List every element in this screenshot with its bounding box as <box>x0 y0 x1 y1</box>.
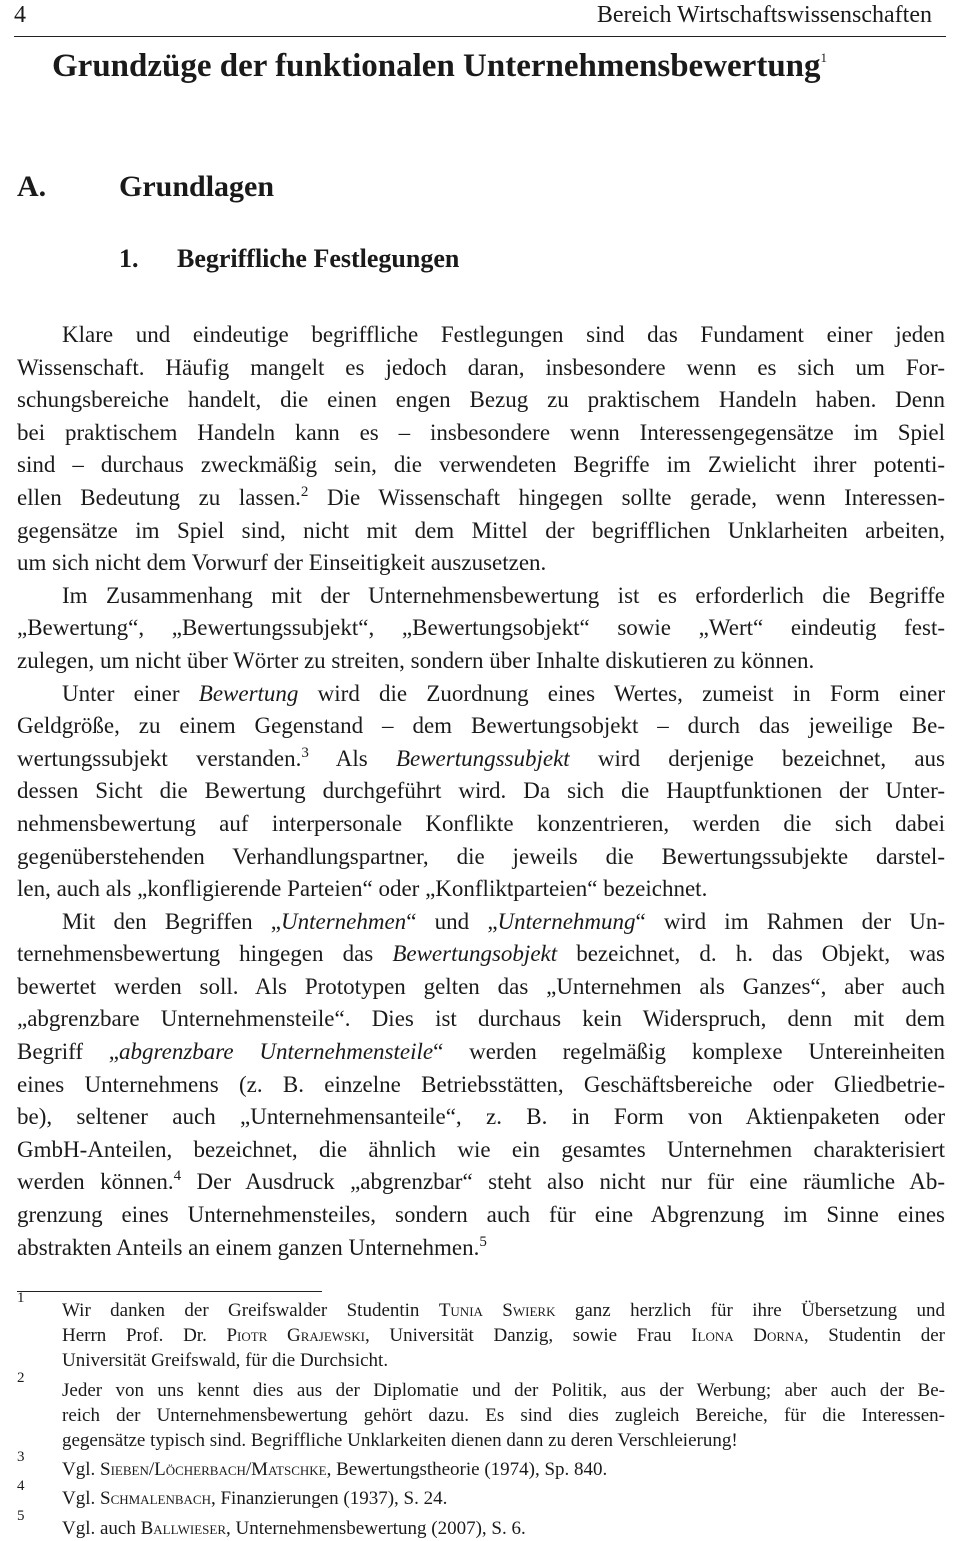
title-footnote-ref[interactable]: 1 <box>820 50 828 65</box>
term-bewertung: Bewertung <box>198 680 299 706</box>
term-unternehmung: Unternehmung <box>497 908 636 934</box>
body-line: nehmensbewertung auf interpersonale Konflikte konzentrieren, werden die sich dabei <box>17 810 945 836</box>
body-line: eines Unternehmens (z. B. einzelne Betriebsstätten, Geschäftsbereiche oder Gliedbetrie- <box>17 1071 945 1097</box>
body-line: be), seltener auch „Unternehmensanteile“, z. B. in Form von Aktienpaketen oder <box>17 1104 945 1130</box>
heading-a-text: Grundlagen <box>119 170 275 203</box>
body-line: len, auch als „konfligierende Parteien“ oder „Konfliktparteien“ bezeichnet. <box>17 876 708 902</box>
body-line: wertungssubjekt verstanden.$^3$ Als Bewertungssubjekt wird derjenige bezeichnet, aus <box>17 744 945 771</box>
footnote-ref-4[interactable]: 4 <box>173 1168 182 1185</box>
body-line: bewertet werden soll. Als Prototypen gelten das „Unternehmen als Ganzes“, aber auch <box>17 973 945 999</box>
term-bewertungssubjekt: Bewertungssubjekt <box>395 745 570 771</box>
body-line: „Bewertung“, „Bewertungssubjekt“, „Bewertungsobjekt“ sowie „Wert“ eindeutig fest- <box>17 615 945 641</box>
body-line: ellen Bedeutung zu lassen.$^2$ Die Wissenschaft hingegen sollte gerade, wenn Interessen- <box>17 483 945 510</box>
body-line: dessen Sicht die Bewertung durchgeführt wird. Da sich die Hauptfunktionen der Unter- <box>17 778 945 804</box>
body-line: werden können.$^4$ Der Ausdruck „abgrenzbar“ steht also nicht nur für eine räumliche Ab- <box>17 1168 945 1195</box>
page-number: 4 <box>14 2 26 28</box>
running-header <box>14 0 946 37</box>
footnote-line: Jeder von uns kennt dies aus der Diplomatie und der Politik, aus der Werbung; aber auch der Be- <box>62 1379 945 1401</box>
term-unternehmen: Unternehmen <box>281 908 407 934</box>
footnote-5 <box>17 1507 945 1541</box>
body-line: Im Zusammenhang mit der Unternehmensbewertung ist es erforderlich die Begriffe <box>62 582 945 608</box>
footnotes <box>17 1290 946 1541</box>
footnote-line: Wir danken der Greifswalder Studentin Tunia Swierk ganz herzlich für ihre Übersetzung und <box>62 1300 946 1321</box>
body-line: Unter einer Bewertung wird die Zuordnung eines Wertes, zumeist in Form einer <box>62 680 945 706</box>
footnote-separator <box>17 1291 322 1292</box>
document-title <box>52 48 827 85</box>
term-bewertungsobjekt: Bewertungsobjekt <box>392 941 558 967</box>
footnote-3 <box>17 1449 945 1482</box>
body-line: gegensätze im Spiel sind, nicht mit dem Mittel der begrifflichen Unklarheiten arbeiten, <box>17 517 945 543</box>
body-line: Begriff „abgrenzbare Unternehmensteile“ werden regelmäßig komplexe Untereinheiten <box>17 1039 945 1065</box>
body-line: schungsbereiche handelt, die einen engen Bezug zu praktischem Handeln haben. Denn <box>17 387 945 413</box>
body-line: abstrakten Anteils an einem ganzen Unternehmen.$^5$ <box>17 1233 487 1260</box>
body-line: sind – durchaus zweckmäßig sein, die verwendeten Begriffe im Zwielicht ihrer potenti- <box>17 452 945 478</box>
person-name: Tunia Swierk <box>438 1300 556 1321</box>
footnote-number: 5 <box>17 1507 25 1524</box>
body-line: grenzung eines Unternehmensteiles, sondern auch für eine Abgrenzung im Sinne eines <box>17 1202 945 1228</box>
body-line: gegenüberstehenden Verhandlungspartner, die jeweils die Bewertungssubjekte darstel- <box>17 843 945 869</box>
body-line: „abgrenzbare Unternehmensteile“. Dies ist durchaus kein Widerspruch, denn mit dem <box>17 1006 945 1032</box>
person-name: Piotr Grajewski <box>226 1325 366 1347</box>
footnote-line: Vgl. auch Ballwieser, Unternehmensbewertung (2007), S. 6. <box>62 1517 526 1539</box>
body-line: um sich nicht dem Vorwurf der Einseitigkeit auszusetzen. <box>17 550 547 576</box>
section-name: Bereich Wirtschaftswissenschaften <box>596 2 932 28</box>
heading-a-number: A. <box>17 170 47 203</box>
term-abgrenzbare-unternehmensteile: abgrenzbare Unternehmensteile <box>119 1039 434 1065</box>
body-text <box>17 319 945 1264</box>
footnote-4 <box>17 1478 945 1511</box>
body-line: Wissenschaft. Häufig mangelt es jedoch daran, insbesondere wenn es sich um For- <box>17 354 945 380</box>
footnote-ref-2[interactable]: 2 <box>300 483 309 500</box>
heading-1-number: 1. <box>119 244 139 273</box>
body-line: Geldgröße, zu einem Gegenstand – dem Bewertungsobjekt – durch das jeweilige Be- <box>17 713 945 739</box>
body-line: bei praktischem Handeln kann es – insbesondere wenn Interessengegensätze im Spiel <box>17 419 945 445</box>
footnote-ref-5[interactable]: 5 <box>479 1233 487 1250</box>
title-text: Grundzüge der funktionalen Unternehmensbewertung <box>52 48 821 84</box>
body-line: zulegen, um nicht über Wörter zu streiten, sondern über Inhalte diskutieren zu können. <box>17 647 815 673</box>
body-line: Klare und eindeutige begriffliche Festlegungen sind das Fundament einer jeden <box>62 322 945 347</box>
author-name: Schmalenbach <box>100 1488 211 1510</box>
body-line: Mit den Begriffen „Unternehmen“ und „Unternehmung“ wird im Rahmen der Un- <box>62 908 946 934</box>
footnote-line: reich der Unternehmensbewertung gehört dazu. Es sind dies zugleich Bereiche, für die Interessen- <box>62 1404 945 1426</box>
footnote-number: 1 <box>17 1290 25 1306</box>
author-name: Sieben/Löcherbach/Matschke <box>100 1459 327 1481</box>
footnote-line: Vgl. Sieben/Löcherbach/Matschke, Bewertungstheorie (1974), Sp. 840. <box>62 1459 608 1481</box>
footnote-1 <box>17 1290 946 1374</box>
body-line: ternehmensbewertung hingegen das Bewertungsobjekt bezeichnet, d. h. das Objekt, was <box>17 941 945 967</box>
footnote-ref-3[interactable]: 3 <box>301 744 309 761</box>
footnote-number: 2 <box>17 1369 25 1386</box>
footnote-line: Vgl. Schmalenbach, Finanzierungen (1937), S. 24. <box>62 1488 448 1510</box>
heading-1-text: Begriffliche Festlegungen <box>177 244 460 273</box>
footnote-number: 4 <box>17 1478 25 1495</box>
author-name: Ballwieser <box>140 1517 226 1539</box>
footnote-line: Universität Greifswald, für die Durchsicht. <box>62 1350 389 1372</box>
footnote-number: 3 <box>17 1449 25 1466</box>
footnote-line: Herrn Prof. Dr. Piotr Grajewski, Universität Danzig, sowie Frau Ilona Dorna, Studentin der <box>62 1325 945 1347</box>
footnote-line: gegensätze typisch sind. Begriffliche Unklarkeiten dienen dann zu deren Verschleierung! <box>62 1430 738 1452</box>
person-name: Ilona Dorna <box>691 1325 804 1347</box>
body-line: GmbH-Anteilen, bezeichnet, die ähnlich wie ein gesamtes Unternehmen charakterisiert <box>17 1136 945 1162</box>
footnote-2 <box>17 1369 945 1454</box>
